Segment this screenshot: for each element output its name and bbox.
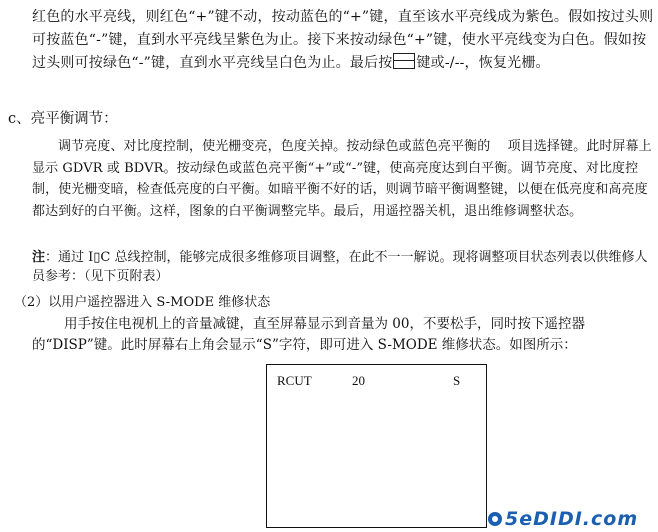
note-paragraph (32, 248, 656, 286)
watermark-text: 5eDIDI.com (505, 508, 639, 530)
paragraph-white-balance-steps (32, 6, 654, 75)
note-text: ：通过 I▯C 总线控制，能够完成很多维修项目调整，在此不一一解说。现将调整项目状态列表以供维修人员参考：（见下页附表） (32, 250, 648, 284)
tv-screen-diagram (266, 364, 487, 528)
paragraph-text-end: 键或-/--，恢复光栅。 (416, 55, 550, 71)
paragraph-brightness-balance: 调节亮度、对比度控制，使光栅变亮，色度关掉。按动绿色或蓝色亮平衡的 项目选择键。此时屏幕上显示 GDVR 或 BDVR。按动绿色或蓝色亮平衡“+”或“-”键，使高亮度达到白平衡。调节亮度、对比度控制，使光栅变暗，检查低亮度的白平衡。如暗平衡不好的话，则调节暗平衡调整键，以便在低亮度和高亮度都达到好的白平衡。这样，图象的白平衡调整完毕。最后，用遥控器关机，退出维修调整状态。 (32, 139, 652, 219)
paragraph-text: 红色的水平亮线，则红色“+”键不动，按动蓝色的“+”键，直至该水平亮线成为紫色。假如按过头则可按蓝色“-”键，直到水平亮线呈紫色为止。接下来按动绿色“+”键，使水平亮线变为白色。假如按过头则可按绿色“-”键，直到水平亮线呈白色为止。最后按 (32, 9, 654, 71)
section-heading-brightness-balance: c、亮平衡调节： (8, 111, 118, 127)
paragraph-s-mode-entry: 用手按住电视机上的音量减键，直至屏幕显示到音量为 00，不要松手，同时按下遥控器的“DISP”键。此时屏幕右上角会显示“S”字符，即可进入 S-MODE 维修状态。如图所示： (32, 316, 585, 353)
screen-value: 20 (352, 373, 365, 388)
note-label: 注 (32, 250, 46, 265)
display-key-icon (393, 53, 415, 69)
step-2-heading: （2）以用户遥控器进入 S-MODE 维修状态 (14, 295, 271, 310)
screen-label-rcut: RCUT (277, 373, 312, 388)
site-watermark (488, 508, 638, 530)
watermark-logo-icon (488, 512, 502, 526)
screen-mode-indicator: S (453, 373, 461, 388)
